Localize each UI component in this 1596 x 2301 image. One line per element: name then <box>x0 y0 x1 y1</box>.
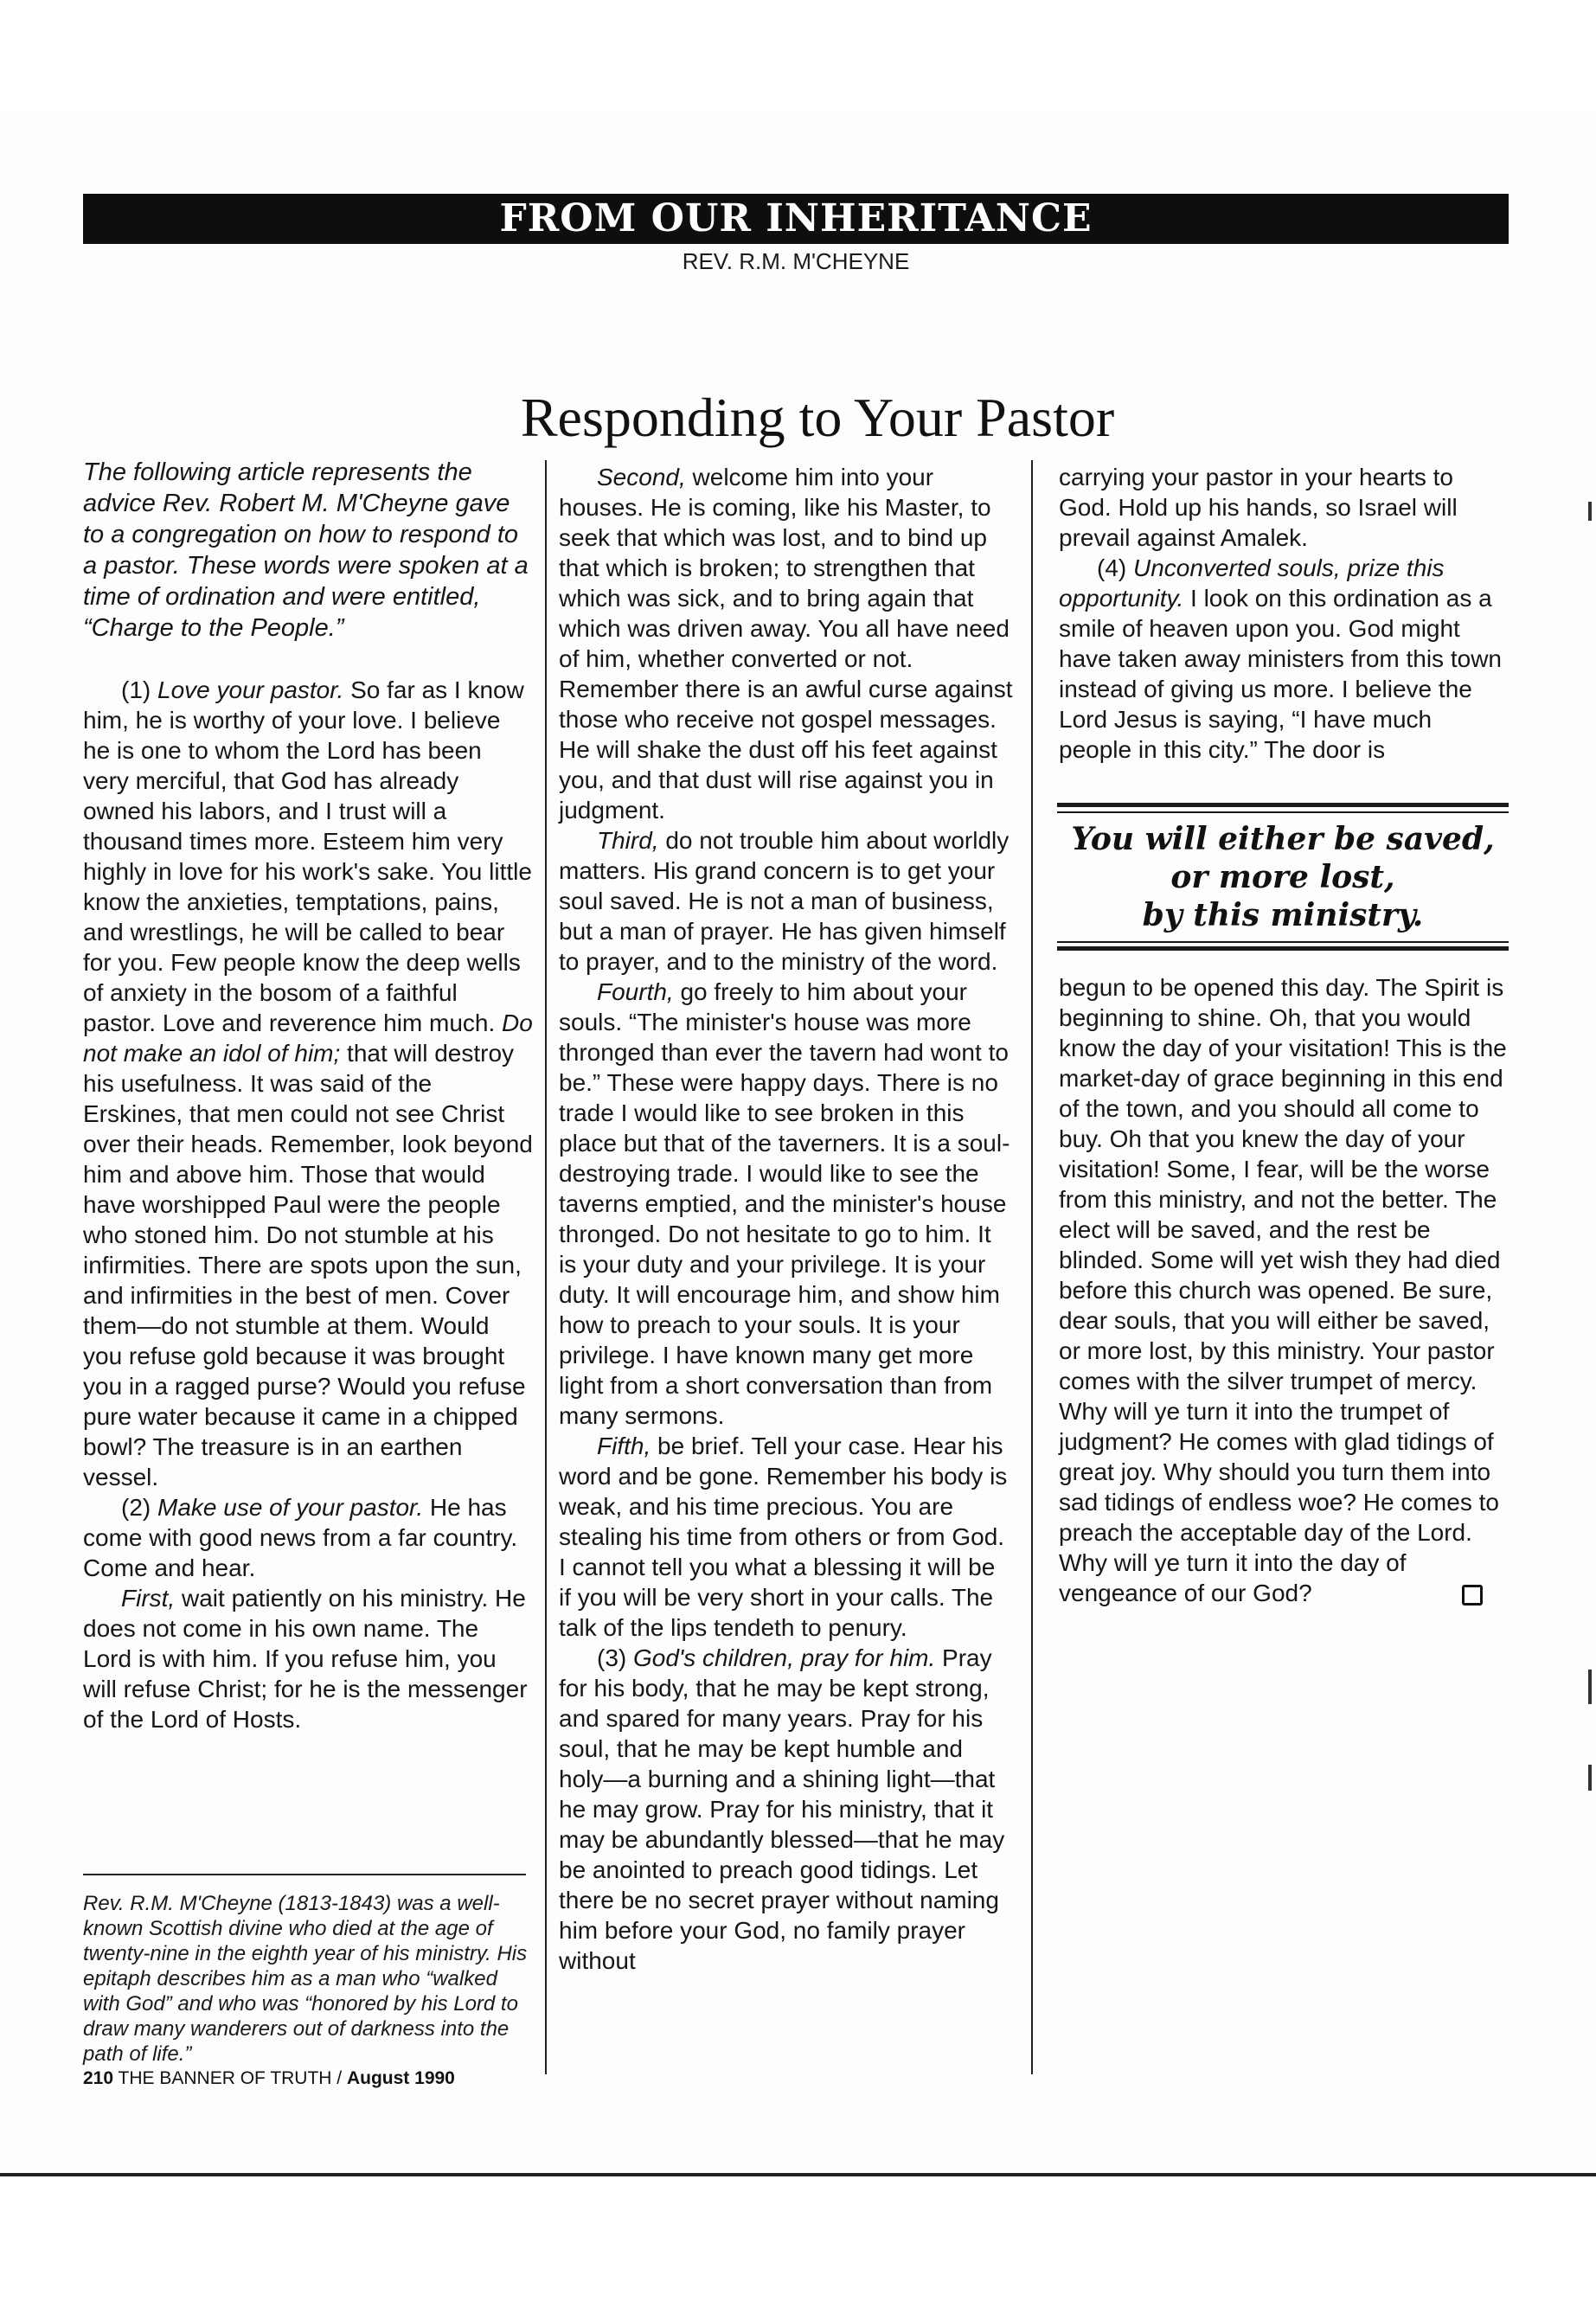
paragraph: (1) Love your pastor. So far as I know him, he is worthy of your love. I believe he is one to whom the Lord has been very merciful, that God has already owned his labors, and I trust will a thousand times more. Esteem him very highly in love for his work's sake. You little know the anxieties, temptations, pains, and wrestlings, he will be called to bear for you. Few people know the deep wells of anxiety in the bosom of a faithful pastor. Love and reverence him much. Do not make an idol of him; that will destroy his usefulness. It was said of the Erskines, that men could not see Christ over their heads. Remember, look beyond him and above him. Those that would have worshipped Paul were the people who stoned him. Do not stumble at his infirmities. There are spots upon the sun, and infirmities in the best of men. Cover them—do not stumble at them. Would you refuse gold because it was brought you in a ragged purse? Would you refuse pure water because it came in a chipped bowl? The treasure is in an earthen vessel. <box>83 676 533 1490</box>
author-byline: REV. R.M. M'CHEYNE <box>682 248 910 274</box>
pullquote-line: by this ministry. <box>1142 897 1424 933</box>
paragraph: Second, welcome him into your houses. He is coming, like his Master, to seek that which was lost, and to bind up that which is broken; to strengthen that which was sick, and to bring again that which was driven away. You all have need of him, whether converted or not. Remember there is an awful curse against those who receive not gospel messages. He will shake the dust off his feet against you, and that dust will rise against you in judgment. <box>559 464 1013 824</box>
paragraph: Third, do not trouble him about worldly matters. His grand concern is to get your soul saved. He is not a man of business, but a man of prayer. He has given himself to prayer, and to the ministry of the word. <box>559 827 1010 975</box>
section-title: FROM OUR INHERITANCE <box>499 196 1093 240</box>
pullquote-rule <box>1057 811 1509 813</box>
pullquote-rule <box>1057 941 1509 943</box>
column-divider <box>545 460 547 2074</box>
article-intro: The following article represents the advice Rev. Robert M. M'Cheyne gave to a congregation on how to respond to a pastor. These words were spoken at a time of ordination and were entitled, “Charge to the People.” <box>83 458 529 642</box>
footnote-rule <box>83 1874 526 1875</box>
column-1 <box>83 457 533 1734</box>
column-3-bottom <box>1059 972 1509 1608</box>
paragraph: (2) Make use of your pastor. He has come with good news from a far country. Come and hear. <box>83 1494 518 1581</box>
column-3-top <box>1059 462 1509 765</box>
pullquote <box>1057 820 1509 934</box>
paragraph: begun to be opened this day. The Spirit is beginning to shine. Oh, that you would know the day of your visitation! This is the market-day of grace beginning in this end of the town, and you should all come to buy. Oh that you knew the day of your visitation! Some, I fear, will be the worse from this ministry, and not the better. The elect will be saved, and the rest be blinded. Some will yet wish they had died before this church was opened. Be sure, dear souls, that you will either be saved, or more lost, by this ministry. Your pastor comes with the silver trumpet of mercy. Why will ye turn it into the trumpet of judgment? He comes with glad tidings of great joy. Why should you turn them into sad tidings of endless woe? He comes to preach the acceptable day of the Lord. Why will ye turn it into the day of vengeance of our God? <box>1059 974 1507 1606</box>
paragraph: carrying your pastor in your hearts to God. Hold up his hands, so Israel will prevail against Amalek. <box>1059 464 1458 551</box>
pullquote-rule <box>1057 946 1509 951</box>
paragraph: Fourth, go freely to him about your souls. “The minister's house was more thronged than ever the tavern had wont to be.” These were happy days. There is no trade I would like to see broken in this place but that of the taverners. It is a soul-destroying trade. I would like to see the taverns emptied, and the minister's house thronged. Do not hesitate to go to him. It is your duty and your privilege. It is your duty. It will encourage him, and show him how to preach to your souls. It is your privilege. I have known many get more light from a short conversation than from many sermons. <box>559 978 1010 1429</box>
bottom-margin <box>0 2176 1596 2301</box>
scan-edge-mark <box>1588 1670 1592 1704</box>
publication-name: THE BANNER OF TRUTH / <box>118 2068 343 2088</box>
page-footer <box>83 2067 567 2090</box>
pullquote-line: or more lost, <box>1170 859 1395 895</box>
author-footnote: Rev. R.M. M'Cheyne (1813-1843) was a well-known Scottish divine who died at the age of twenty-nine in the eighth year of his ministry. His epitaph describes him as a man who “walked with God” and who was “honored by his Lord to draw many wanderers out of darkness into the path of life.” <box>83 1892 528 2066</box>
pullquote-line: You will either be saved, <box>1071 821 1495 857</box>
scan-edge-mark <box>1588 1765 1592 1791</box>
column-2 <box>559 462 1014 1976</box>
pullquote-rule <box>1057 803 1509 807</box>
page-number: 210 <box>83 2068 114 2088</box>
column-divider <box>1031 460 1033 2074</box>
paragraph: (4) Unconverted souls, prize this opportunity. I look on this ordination as a smile of heaven upon you. God might have taken away ministers from this town instead of giving us more. I believe the Lord Jesus is saying, “I have much people in this city.” The door is <box>1059 554 1502 763</box>
issue-date: August 1990 <box>346 2068 455 2088</box>
article-title: Responding to Your Pastor <box>520 387 1115 448</box>
top-margin <box>0 0 1596 111</box>
paragraph: Fifth, be brief. Tell your case. Hear his word and be gone. Remember his body is weak, and his time precious. You are stealing his time from others or from God. I cannot tell you what a blessing it will be if you will be very short in your calls. The talk of the lips tendeth to penury. <box>559 1433 1008 1641</box>
paragraph: First, wait patiently on his ministry. He does not come in his own name. The Lord is with him. If you refuse him, you will refuse Christ; for he is the messenger of the Lord of Hosts. <box>83 1585 528 1733</box>
paragraph: (3) God's children, pray for him. Pray for his body, that he may be kept strong, and spared for many years. Pray for his soul, that he may be kept humble and holy—a burning and a shining light—that he may grow. Pray for his ministry, that it may be abundantly blessed—that he may be anointed to preach good tidings. Let there be no secret prayer without naming him before your God, no family prayer without <box>559 1644 1005 1974</box>
section-banner <box>83 194 1509 244</box>
scan-edge-mark <box>1588 502 1592 521</box>
end-of-article-square-icon <box>1462 1585 1483 1606</box>
